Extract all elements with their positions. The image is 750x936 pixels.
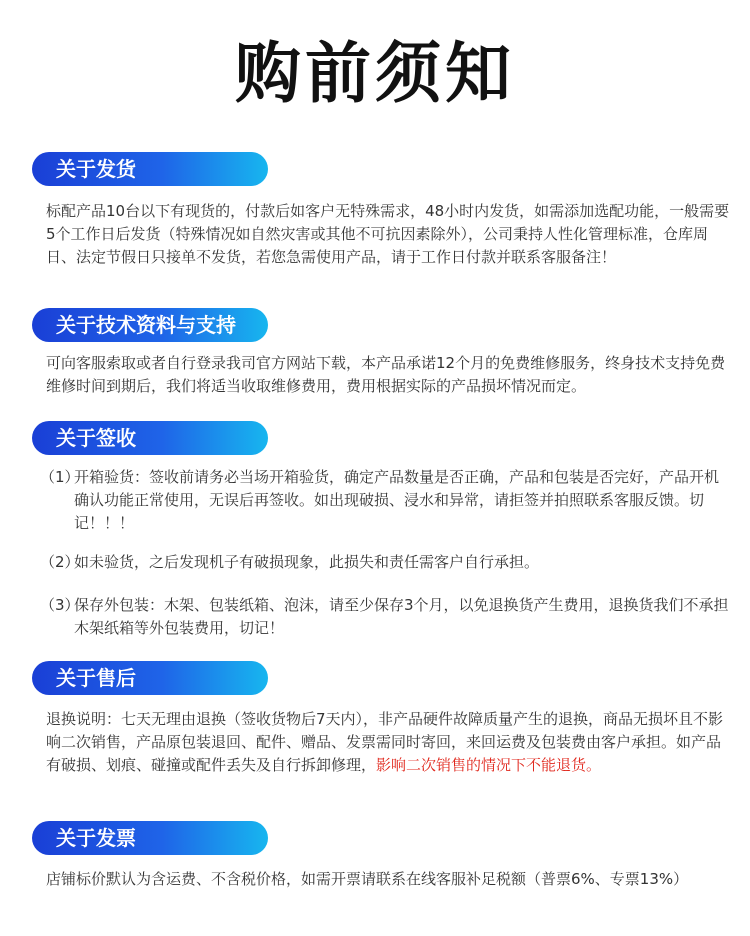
shipping-text: 标配产品10台以下有现货的，付款后如客户无特殊需求，48小时内发货，如需添加选配功能，一般需要5个工作日后发货（特殊情况如自然灾害或其他不可抗因素除外），公司秉持人性化管理标准，仓库周日、法定节假日只接单不发货，若您急需使用产品，请于工作日付款并联系客服备注！ <box>46 202 730 266</box>
receipt-item-text: 保存外包装：木架、包装纸箱、泡沫，请至少保存3个月，以免退换货产生费用，退换货我们不承担木架纸箱等外包装费用，切记！ <box>74 596 729 637</box>
receipt-item-number: （1） <box>40 468 80 486</box>
after-sales-text <box>46 708 732 777</box>
invoice-text: 店铺标价默认为含运费、不含税价格，如需开票请联系在线客服补足税额（普票6%、专票13%） <box>46 870 689 888</box>
after-sales-warning: 影响二次销售的情况下不能退货。 <box>376 756 602 774</box>
support-text: 可向客服索取或者自行登录我司官方网站下载，本产品承诺12个月的免费维修服务，终身技术支持免费维修时间到期后，我们将适当收取维修费用，费用根据实际的产品损坏情况而定。 <box>46 354 726 395</box>
receipt-item-3 <box>40 594 732 640</box>
section-heading-receipt: 关于签收 <box>32 421 268 455</box>
receipt-item-number: （3） <box>40 596 80 614</box>
after-sales-body: 退换说明：七天无理由退换（签收货物后7天内），非产品硬件故障质量产生的退换，商品无损坏且不影响二次销售，产品原包装退回、配件、赠品、发票需同时寄回，来回运费及包装费由客户承担。如产品有破损、划痕、碰撞或配件丢失及自行拆卸修理， <box>46 710 724 774</box>
section-heading-after-sales: 关于售后 <box>32 661 268 695</box>
receipt-item-text: 开箱验货：签收前请务必当场开箱验货，确定产品数量是否正确，产品和包装是否完好，产品开机确认功能正常使用，无误后再签收。如出现破损、浸水和异常，请拒签并拍照联系客服反馈。切记！！！ <box>74 468 720 532</box>
receipt-item-number: （2） <box>40 553 80 571</box>
receipt-item-2 <box>40 551 732 574</box>
receipt-item-1 <box>40 466 732 535</box>
page-title: 购前须知 <box>235 35 515 112</box>
section-heading-invoice: 关于发票 <box>32 821 268 855</box>
receipt-item-text: 如未验货，之后发现机子有破损现象，此损失和责任需客户自行承担。 <box>74 553 540 571</box>
section-heading-support: 关于技术资料与支持 <box>32 308 268 342</box>
section-heading-shipping: 关于发货 <box>32 152 268 186</box>
